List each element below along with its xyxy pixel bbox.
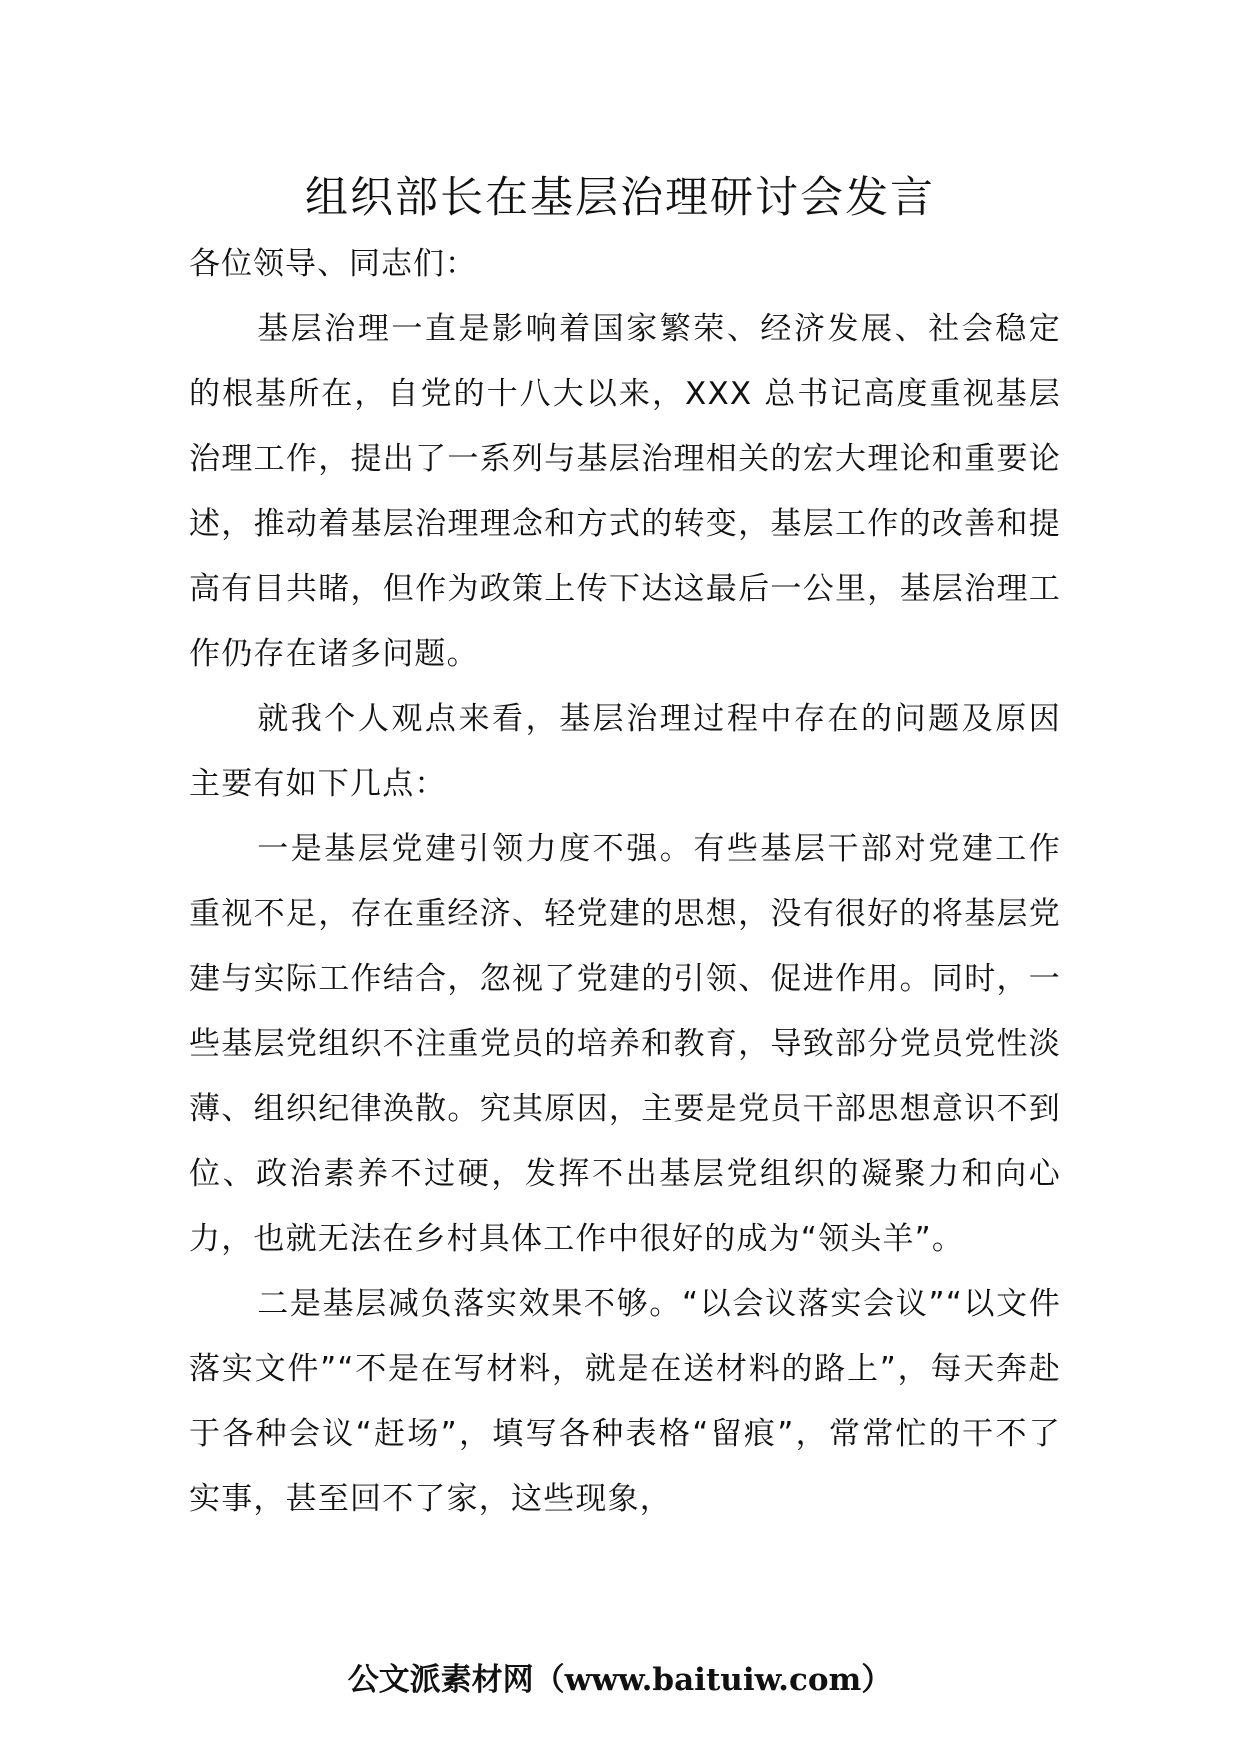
paragraph-viewpoint	[189, 687, 1061, 817]
salutation: 各位领导、同志们：	[189, 246, 477, 282]
paragraph-lead: 一是基层党建引领力度不强。	[257, 831, 694, 867]
paragraph-text: 基层治理一直是影响着国家繁荣、经济发展、社会稳定的根基所在，自党的十八大以来，XXX 总书记高度重视基层治理工作，提出了一系列与基层治理相关的宏大理论和重要论述，推动着基层治理理念和方式的转变，基层工作的改善和提高有目共睹，但作为政策上传下达这最后一公里，基层治理工作仍存在诸多问题。	[189, 311, 1061, 672]
paragraph-intro	[189, 297, 1061, 687]
document-title: 组织部长在基层治理研讨会发言	[305, 173, 935, 223]
paragraph-lead: 二是基层减负落实效果不够。	[257, 1286, 682, 1322]
paragraph-text: 就我个人观点来看，基层治理过程中存在的问题及原因主要有如下几点：	[189, 701, 1061, 802]
paragraph-text: 有些基层干部对党建工作重视不足，存在重经济、轻党建的思想，没有很好的将基层党建与实际工作结合，忽视了党建的引领、促进作用。同时，一些基层党组织不注重党员的培养和教育，导致部分党员党性淡薄、组织纪律涣散。究其原因，主要是党员干部思想意识不到位、政治素养不过硬，发挥不出基层党组织的凝聚力和向心力，也就无法在乡村具体工作中很好的成为“领头羊”。	[189, 831, 1061, 1257]
paragraph-text: “以会议落实会议”“以文件落实文件”“不是在写材料，就是在送材料的路上”，每天奔赴于各种会议“赶场”，填写各种表格“留痕”，常常忙的干不了实事，甚至回不了家，这些现象，	[189, 1286, 1061, 1517]
document-body	[189, 232, 1061, 1532]
paragraph-point-two	[189, 1272, 1061, 1532]
paragraph-point-one	[189, 817, 1061, 1272]
footer-watermark: 公文派素材网（www.baituiw.com）	[347, 1662, 893, 1698]
